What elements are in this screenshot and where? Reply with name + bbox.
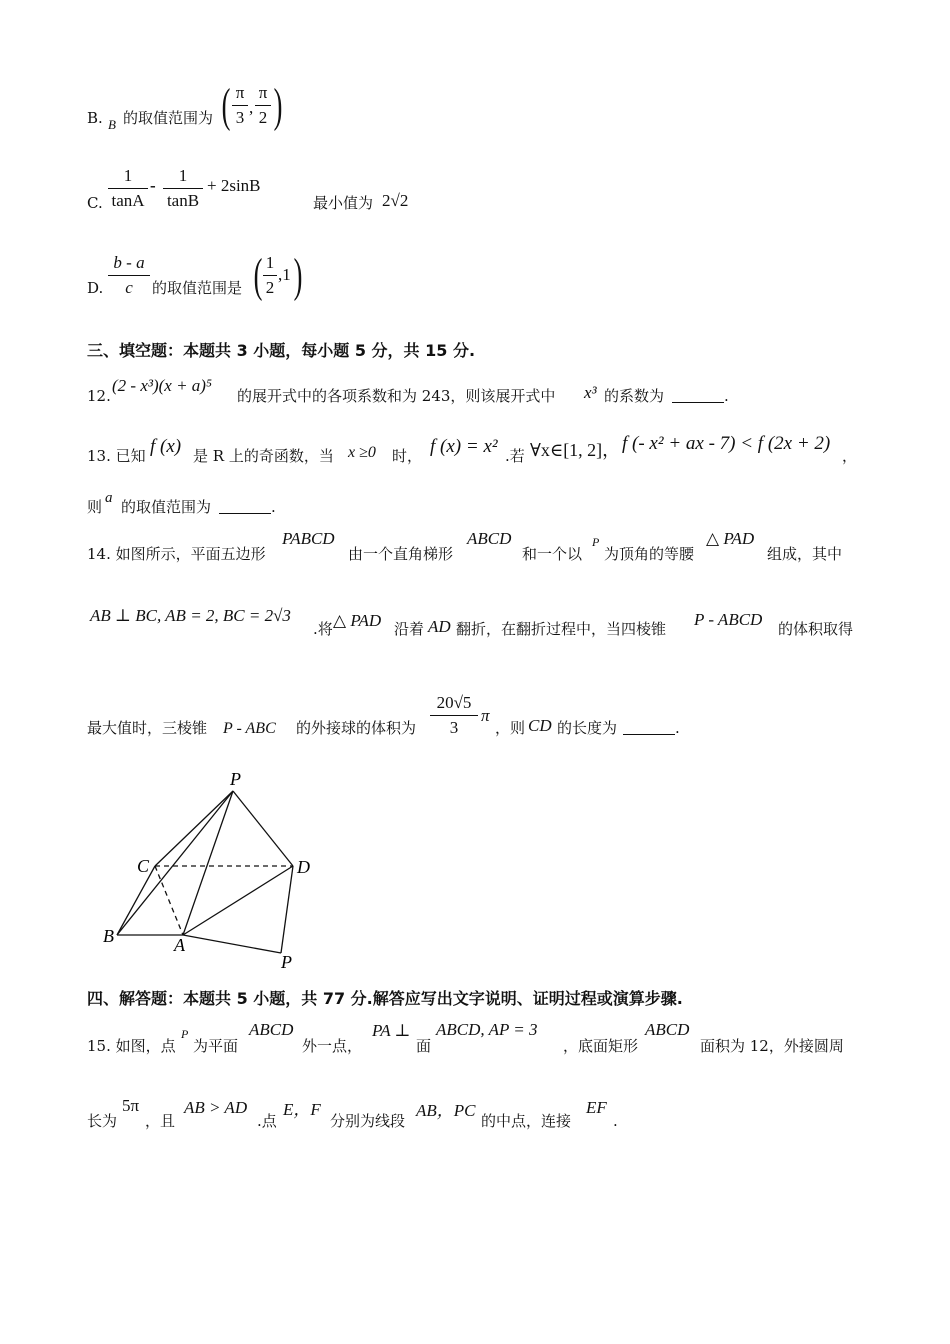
q12-number: 12. — [87, 387, 111, 405]
q14-cond: AB ⊥ BC, AB = 2, BC = 2√3 — [90, 606, 291, 625]
q14-pyr: P - ABCD — [694, 610, 763, 629]
option-c-frac-2: 1 tanB — [163, 166, 203, 211]
q14-abcd: ABCD — [467, 529, 512, 548]
option-d-frac: b - a c — [108, 253, 150, 298]
q14-tri: △ PAD — [706, 529, 755, 548]
q14-p: P — [592, 535, 600, 549]
q15-t4: ，底面矩形 — [563, 1037, 639, 1055]
edge-dp — [281, 866, 293, 953]
option-d-half: 1 2 — [263, 253, 277, 298]
q15-t6: 长为 — [87, 1112, 118, 1130]
q13-fx: f (x) — [150, 436, 182, 457]
option-d-one: ,1 — [278, 265, 291, 284]
q14-volume-frac: 20√5 3 — [430, 693, 478, 738]
option-d-label: D. — [87, 279, 104, 297]
q14-t9: 最大值时，三棱锥 — [87, 719, 208, 737]
q12-expr: (2 - x³)(x + a)⁵ — [112, 376, 212, 395]
option-b-right-paren: ) — [273, 79, 283, 132]
q14-ad: AD — [428, 617, 451, 636]
q13-text3: .若 — [505, 447, 525, 465]
q15-ef: E，F — [283, 1100, 321, 1119]
option-c-tail: + 2sinB — [207, 176, 261, 195]
q14-end: . — [675, 719, 680, 737]
q13-a: a — [105, 490, 113, 506]
option-b-var: B — [108, 117, 116, 132]
edge-pc — [155, 791, 233, 866]
edge-pd — [233, 791, 293, 866]
option-c-label: C. — [87, 194, 103, 212]
q14-t4: 组成，其中 — [767, 545, 843, 563]
q14-number: 14. 如图所示，平面五边形 — [87, 545, 266, 563]
q15-ef2: EF — [586, 1098, 607, 1117]
q14-t5: .将 — [313, 620, 333, 638]
q15-abpc: AB，PC — [416, 1101, 476, 1120]
q13-cond: x ≥0 — [348, 444, 376, 461]
edge-ad — [183, 866, 293, 935]
q14-pabcd: PABCD — [282, 529, 335, 548]
q13-ineq: f (- x² + ax - 7) < f (2x + 2) — [622, 433, 831, 454]
option-d-left-paren: ( — [253, 249, 263, 302]
q15-end: . — [613, 1112, 618, 1130]
q14-t3: 为顶角的等腰 — [604, 545, 695, 563]
q15-cmp: AB > AD — [184, 1098, 248, 1117]
option-c-minus: - — [150, 176, 156, 195]
edge-pb — [117, 791, 233, 935]
q15-t2: 外一点， — [302, 1037, 363, 1055]
q13-line2b: 的取值范围为 — [121, 498, 212, 516]
label-p-bottom: P — [281, 952, 292, 972]
option-b-frac-1: π 3 — [232, 83, 248, 128]
q14-pabc: P - ABC — [223, 720, 276, 737]
edge-ca-hidden — [155, 866, 183, 935]
q14-cd: CD — [528, 716, 552, 735]
q15-t9: 分别为线段 — [330, 1112, 406, 1130]
edge-pa — [183, 791, 233, 935]
label-p-top: P — [230, 769, 241, 789]
label-b: B — [103, 926, 114, 946]
q15-t5: 面积为 12，外接圆周 — [700, 1037, 844, 1055]
q15-p: P — [181, 1027, 189, 1041]
section-3-heading: 三、填空题：本题共 3 小题，每小题 5 分，共 15 分. — [87, 341, 476, 360]
q12-x3: x³ — [584, 383, 597, 402]
option-c-value: 2√2 — [382, 191, 409, 210]
q13-line2a: 则 — [87, 498, 103, 516]
q14-tri2: △ PAD — [333, 611, 382, 630]
option-d-right-paren: ) — [293, 249, 303, 302]
q15-fivepi: 5π — [122, 1096, 140, 1115]
q12-end: . — [724, 387, 729, 405]
option-c-frac-1: 1 tanA — [108, 166, 148, 211]
q14-pi: π — [481, 706, 490, 725]
option-d-text: 的取值范围是 — [152, 279, 243, 297]
pyramid-figure — [95, 765, 330, 975]
q12-text2: 的系数为 — [604, 387, 665, 405]
q14-t6: 沿着 — [394, 620, 425, 638]
q15-abcd: ABCD — [249, 1020, 294, 1039]
edge-bc — [117, 866, 155, 935]
q15-t7: ，且 — [145, 1112, 176, 1130]
option-b-label: B. — [87, 109, 103, 127]
q13-text1: 是 R 上的奇函数，当 — [193, 447, 334, 465]
q15-number: 15. 如图，点 — [87, 1037, 176, 1055]
label-a: A — [174, 935, 185, 955]
option-c-text: 最小值为 — [313, 194, 374, 212]
q14-answer-blank[interactable] — [623, 720, 675, 735]
q14-t12: 的长度为 — [557, 719, 618, 737]
q15-t8: .点 — [257, 1112, 277, 1130]
q15-t1: 为平面 — [193, 1037, 239, 1055]
section-4-heading: 四、解答题：本题共 5 小题，共 77 分.解答应写出文字说明、证明过程或演算步骤. — [87, 989, 683, 1008]
label-d: D — [297, 857, 310, 877]
q15-t10: 的中点，连接 — [481, 1112, 572, 1130]
q13-end: . — [271, 498, 276, 516]
q14-t2: 和一个以 — [522, 545, 583, 563]
q15-abcd2: ABCD, AP = 3 — [436, 1020, 538, 1039]
q14-t10: 的外接球的体积为 — [296, 719, 417, 737]
edge-ap — [183, 935, 281, 953]
option-b-text: 的取值范围为 — [123, 109, 214, 127]
q12-answer-blank[interactable] — [672, 388, 724, 403]
label-c: C — [137, 856, 150, 876]
q13-answer-blank[interactable] — [219, 499, 271, 514]
q15-t3: 面 — [416, 1037, 432, 1055]
option-b-frac-2: π 2 — [255, 83, 271, 128]
q15-abcd3: ABCD — [645, 1020, 690, 1039]
q14-t8: 的体积取得 — [778, 620, 854, 638]
q14-t7: 翻折，在翻折过程中，当四棱锥 — [456, 620, 667, 638]
option-b-left-paren: ( — [221, 79, 231, 132]
q14-t11: ，则 — [495, 719, 526, 737]
q14-t1: 由一个直角梯形 — [348, 545, 454, 563]
option-b-comma: , — [249, 98, 254, 117]
q13-text2: 时， — [392, 447, 423, 465]
q13-comma: ， — [842, 447, 858, 465]
q13-def: f (x) = x² — [430, 436, 498, 457]
q13-forall: ∀x∈[1, 2]， — [530, 440, 621, 460]
q12-text1: 的展开式中的各项系数和为 243，则该展开式中 — [237, 387, 556, 405]
q13-number: 13. 已知 — [87, 447, 146, 465]
q15-pa: PA ⊥ — [372, 1021, 411, 1040]
